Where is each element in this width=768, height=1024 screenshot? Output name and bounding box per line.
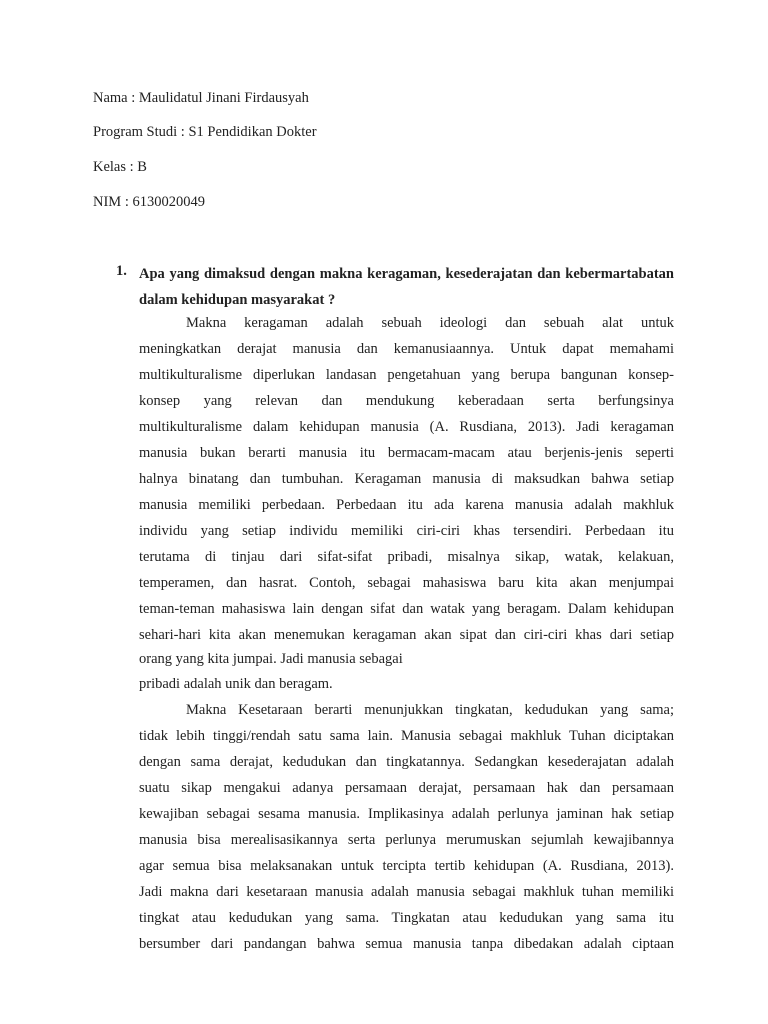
body-line: temperamen, dan hasrat. Contoh, sebagai mahasiswa baru kita akan menjumpai: [139, 575, 674, 591]
body-line: pribadi adalah unik dan beragam.: [139, 676, 333, 692]
body-line: tingkat atau kedudukan yang sama. Tingkatan atau kedudukan yang sama itu: [139, 910, 674, 926]
body-line: agar semua bisa melaksanakan untuk tercipta tertib kehidupan (A. Rusdiana, 2013).: [139, 858, 674, 874]
body-line: bersumber dari pandangan bahwa semua manusia tanpa dibedakan adalah ciptaan: [139, 936, 674, 952]
body-line: sehari-hari kita akan menemukan keragaman akan sipat dan ciri-ciri khas dari setiap: [139, 627, 674, 643]
body-line: orang yang kita jumpai. Jadi manusia sebagai: [139, 651, 403, 667]
student-id: NIM : 6130020049: [93, 194, 205, 210]
body-line: Makna keragaman adalah sebuah ideologi dan sebuah alat untuk: [186, 315, 674, 331]
question-number: 1.: [116, 263, 127, 279]
question-text: Apa yang dimaksud dengan makna keragaman, kesederajatan dan kebermartabatan dalam kehidupan masyarakat ?: [139, 266, 674, 308]
body-line: meningkatkan derajat manusia dan kemanusiaannya. Untuk dapat memahami: [139, 341, 674, 357]
student-name: Nama : Maulidatul Jinani Firdausyah: [93, 90, 309, 106]
body-line: Makna Kesetaraan berarti menunjukkan tingkatan, kedudukan yang sama;: [186, 702, 674, 718]
body-line: suatu sikap mengakui adanya persamaan derajat, persamaan hak dan persamaan: [139, 780, 674, 796]
body-line: multikulturalisme dalam kehidupan manusia (A. Rusdiana, 2013). Jadi keragaman: [139, 419, 674, 435]
class-label: Kelas : B: [93, 159, 147, 175]
body-line: Jadi makna dari kesetaraan manusia adalah manusia sebagai makhluk tuhan memiliki: [139, 884, 674, 900]
body-line: manusia bisa merealisasikannya serta perlunya merumuskan sejumlah kewajibannya: [139, 832, 674, 848]
body-line: terutama di tinjau dari sifat-sifat pribadi, misalnya sikap, watak, kelakuan,: [139, 549, 674, 565]
study-program: Program Studi : S1 Pendidikan Dokter: [93, 124, 317, 140]
body-line: teman-teman mahasiswa lain dengan sifat dan watak yang beragam. Dalam kehidupan: [139, 601, 674, 617]
body-line: halnya binatang dan tumbuhan. Keragaman manusia di maksudkan bahwa setiap: [139, 471, 674, 487]
body-line: tidak lebih tinggi/rendah satu sama lain. Manusia sebagai makhluk Tuhan diciptakan: [139, 728, 674, 744]
body-line: konsep yang relevan dan mendukung keberadaan serta berfungsinya: [139, 393, 674, 409]
body-line: manusia memiliki perbedaan. Perbedaan itu ada karena manusia adalah makhluk: [139, 497, 674, 513]
body-line: kewajiban sebagai sesama manusia. Implikasinya adalah perlunya jaminan hak setiap: [139, 806, 674, 822]
body-line: individu yang setiap individu memiliki ciri-ciri khas tersendiri. Perbedaan itu: [139, 523, 674, 539]
body-line: dengan sama derajat, kedudukan dan tingkatannya. Sedangkan kesederajatan adalah: [139, 754, 674, 770]
body-line: multikulturalisme diperlukan landasan pengetahuan yang berupa bangunan konsep-: [139, 367, 674, 383]
body-line: manusia bukan berarti manusia itu bermacam-macam atau berjenis-jenis seperti: [139, 445, 674, 461]
